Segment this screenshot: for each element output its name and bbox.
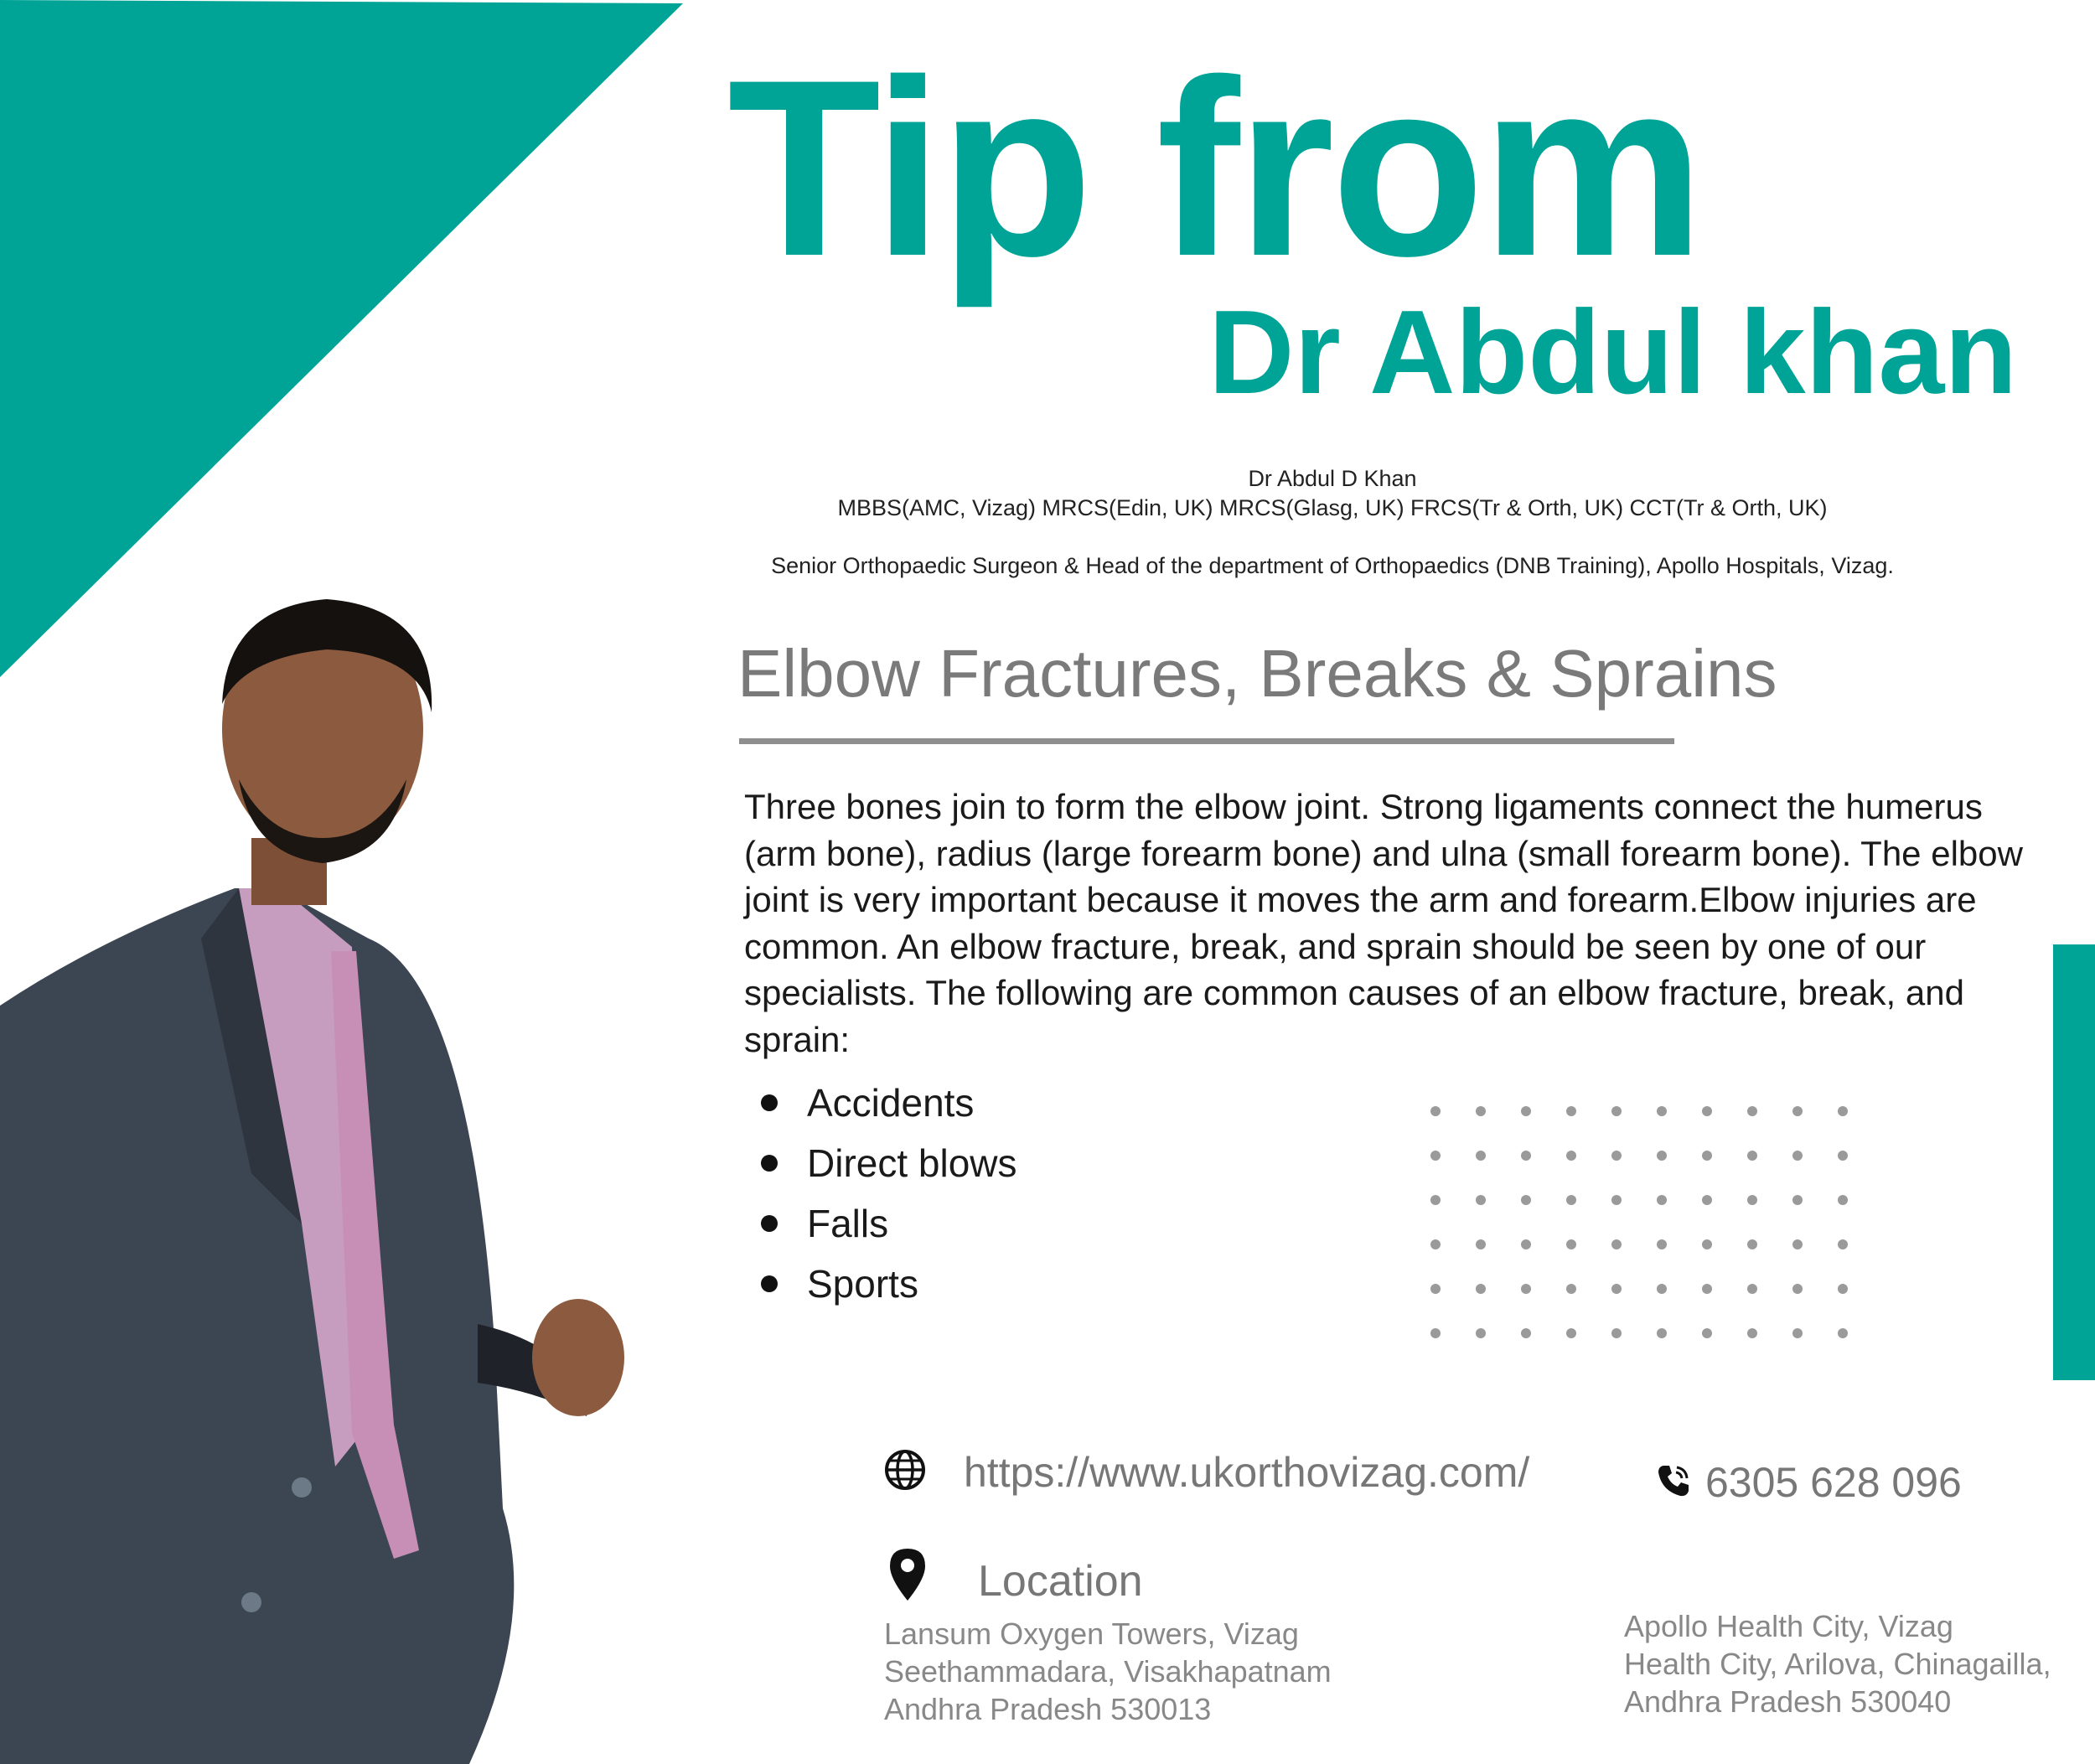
grid-dot xyxy=(1476,1106,1486,1116)
address-lansum xyxy=(884,1615,1332,1728)
grid-dot xyxy=(1430,1239,1441,1249)
causes-list xyxy=(761,1078,1017,1319)
cause-label: Sports xyxy=(807,1262,918,1306)
grid-dot xyxy=(1611,1151,1622,1161)
grid-dot xyxy=(1657,1106,1667,1116)
cause-label: Falls xyxy=(807,1202,889,1245)
globe-icon xyxy=(884,1449,926,1491)
grid-dot xyxy=(1792,1151,1803,1161)
doctor-position: Senior Orthopaedic Surgeon & Head of the department of Orthopaedics (DNB Training), Apollo Hospitals, Vizag. xyxy=(771,553,1894,578)
grid-dot xyxy=(1702,1284,1712,1294)
grid-dot xyxy=(1521,1239,1531,1249)
phone-number[interactable]: 6305 628 096 xyxy=(1705,1459,1962,1506)
grid-dot xyxy=(1521,1195,1531,1205)
grid-dot xyxy=(1702,1151,1712,1161)
grid-dot xyxy=(1611,1239,1622,1249)
grid-dot xyxy=(1566,1284,1576,1294)
grid-dot xyxy=(1476,1328,1486,1338)
address-line: Andhra Pradesh 530013 xyxy=(884,1692,1212,1726)
grid-dot xyxy=(1702,1195,1712,1205)
grid-dot xyxy=(1430,1195,1441,1205)
doctor-full-name: Dr Abdul D Khan xyxy=(1248,466,1417,491)
side-accent-bar xyxy=(2053,944,2095,1380)
grid-dot xyxy=(1611,1195,1622,1205)
list-item xyxy=(761,1198,1017,1259)
grid-dot xyxy=(1611,1106,1622,1116)
topic-underline xyxy=(739,738,1674,744)
grid-dot xyxy=(1747,1239,1757,1249)
grid-dot xyxy=(1747,1328,1757,1338)
grid-dot xyxy=(1838,1328,1848,1338)
doctor-qualifications: MBBS(AMC, Vizag) MRCS(Edin, UK) MRCS(Glasg, UK) FRCS(Tr & Orth, UK) CCT(Tr & Orth, UK) xyxy=(837,495,1828,520)
list-item xyxy=(761,1078,1017,1138)
grid-dot xyxy=(1702,1239,1712,1249)
grid-dot xyxy=(1521,1106,1531,1116)
bullet-icon xyxy=(761,1155,778,1172)
address-line: Lansum Oxygen Towers, Vizag xyxy=(884,1617,1299,1651)
grid-dot xyxy=(1521,1328,1531,1338)
grid-dot xyxy=(1566,1328,1576,1338)
grid-dot xyxy=(1657,1328,1667,1338)
address-line: Apollo Health City, Vizag xyxy=(1624,1609,1953,1643)
doctor-photo xyxy=(0,587,670,1764)
grid-dot xyxy=(1430,1328,1441,1338)
grid-dot xyxy=(1611,1284,1622,1294)
grid-dot xyxy=(1566,1195,1576,1205)
website-link[interactable]: https://www.ukorthovizag.com/ xyxy=(964,1449,1530,1496)
grid-dot xyxy=(1838,1151,1848,1161)
grid-dot xyxy=(1792,1328,1803,1338)
map-pin-icon xyxy=(890,1549,925,1601)
grid-dot xyxy=(1430,1151,1441,1161)
grid-dot xyxy=(1657,1239,1667,1249)
address-line: Andhra Pradesh 530040 xyxy=(1624,1684,1952,1719)
grid-dot xyxy=(1792,1284,1803,1294)
grid-dot xyxy=(1521,1151,1531,1161)
grid-dot xyxy=(1702,1328,1712,1338)
grid-dot xyxy=(1430,1284,1441,1294)
headline-tip-from: Tip from xyxy=(727,27,1702,308)
grid-dot xyxy=(1747,1151,1757,1161)
grid-dot xyxy=(1566,1151,1576,1161)
corner-triangle xyxy=(0,0,687,679)
grid-dot xyxy=(1611,1328,1622,1338)
grid-dot xyxy=(1792,1239,1803,1249)
article-body: Three bones join to form the elbow joint. Strong ligaments connect the humerus (arm bone), radius (large forearm bone) and ulna (small forearm bone). The elbow joint is very important because it moves the arm and forearm.Elbow injuries are common. An elbow fracture, break, and sprain should be seen by one of our specialists. The following are common causes of an elbow fracture, break, and sprain: xyxy=(744,787,2023,1059)
address-line: Seethammadara, Visakhapatnam xyxy=(884,1654,1332,1689)
cause-label: Accidents xyxy=(807,1081,975,1125)
cause-label: Direct blows xyxy=(807,1141,1017,1185)
dot-grid-decoration xyxy=(1429,1104,1848,1339)
grid-dot xyxy=(1702,1106,1712,1116)
grid-dot xyxy=(1476,1239,1486,1249)
grid-dot xyxy=(1792,1106,1803,1116)
grid-dot xyxy=(1657,1284,1667,1294)
grid-dot xyxy=(1838,1284,1848,1294)
list-item xyxy=(761,1138,1017,1198)
grid-dot xyxy=(1838,1195,1848,1205)
grid-dot xyxy=(1566,1239,1576,1249)
grid-dot xyxy=(1476,1151,1486,1161)
grid-dot xyxy=(1476,1284,1486,1294)
list-item xyxy=(761,1259,1017,1319)
phone-icon xyxy=(1655,1462,1692,1499)
address-apollo xyxy=(1624,1607,2051,1720)
grid-dot xyxy=(1747,1106,1757,1116)
grid-dot xyxy=(1792,1195,1803,1205)
grid-dot xyxy=(1838,1239,1848,1249)
grid-dot xyxy=(1657,1195,1667,1205)
bullet-icon xyxy=(761,1275,778,1292)
topic-heading: Elbow Fractures, Breaks & Sprains xyxy=(737,636,1777,711)
address-line: Health City, Arilova, Chinagailla, xyxy=(1624,1647,2051,1681)
headline-doctor-name: Dr Abdul khan xyxy=(1208,286,2018,419)
grid-dot xyxy=(1521,1284,1531,1294)
location-label: Location xyxy=(978,1557,1143,1606)
bullet-icon xyxy=(761,1215,778,1232)
grid-dot xyxy=(1838,1106,1848,1116)
grid-dot xyxy=(1430,1106,1441,1116)
grid-dot xyxy=(1657,1151,1667,1161)
grid-dot xyxy=(1566,1106,1576,1116)
grid-dot xyxy=(1476,1195,1486,1205)
grid-dot xyxy=(1747,1195,1757,1205)
bullet-icon xyxy=(761,1094,778,1111)
grid-dot xyxy=(1747,1284,1757,1294)
